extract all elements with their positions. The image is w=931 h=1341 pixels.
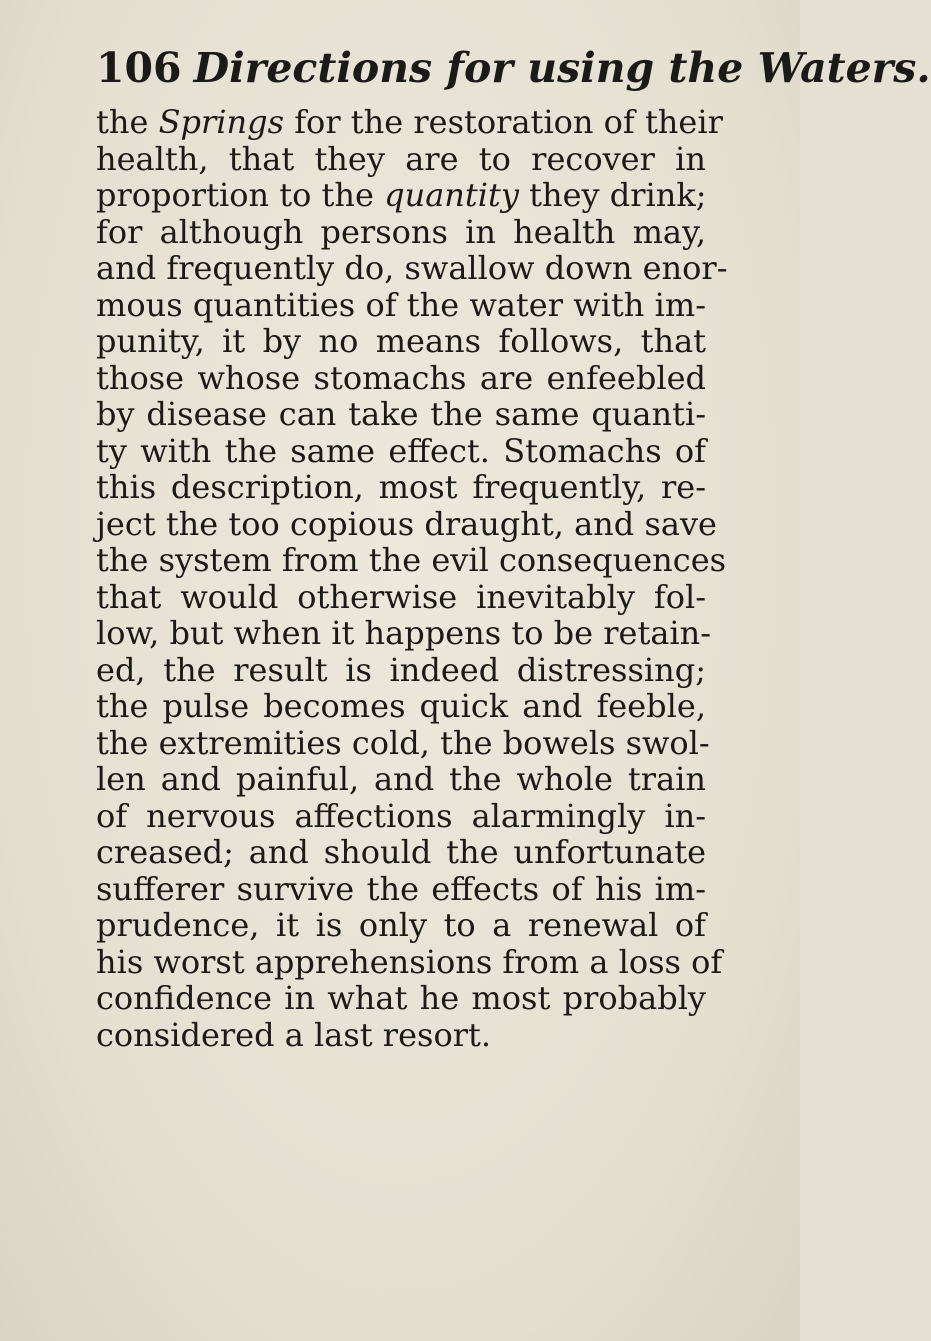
text-line [96,1017,706,1054]
text-run: proportion to the [96,176,385,214]
text-line [96,360,706,397]
text-run: ed, the result is indeed distressing; [96,650,706,689]
text-line [96,396,706,433]
text-line [96,579,706,616]
text-line [96,688,706,725]
text-line [96,614,712,652]
text-run: punity, it by no means follows, that [96,322,706,360]
page-number: 106 [96,44,182,92]
text-run: sufferer survive the effects of his im- [96,869,706,908]
text-run: for the restoration of their [284,103,723,141]
running-head-title: Directions for using the Waters. [193,44,931,92]
text-line [96,541,727,579]
text-line [96,249,728,287]
text-run: they drink; [518,176,707,214]
text-line [96,723,710,762]
text-run: len and painful, and the whole train [96,760,706,798]
text-line [96,504,717,543]
text-line [96,177,706,214]
text-line [96,433,706,470]
text-run: prudence, it is only to a renewal of [96,906,706,944]
text-run: those whose stomachs are enfeebled [96,358,706,397]
text-run: the extremities cold, the bowels swol- [96,723,710,762]
text-line [96,907,706,944]
text-run: mous quantities of the water with im- [96,285,706,324]
text-line [96,834,706,871]
text-line [96,871,706,908]
text-line [96,103,723,141]
text-run: ject the too copious draught, and save [96,504,717,543]
text-line [96,469,706,506]
text-line [96,141,706,178]
italic-phrase: quantity [384,176,519,214]
text-run: health, that they are to recover in [96,139,706,178]
text-line [96,652,706,689]
text-run: ty with the same effect. Stomachs of [96,431,706,470]
text-line [96,287,706,324]
text-run: considered a last resort. [96,1015,492,1054]
text-run: of nervous affections alarmingly in- [96,796,706,835]
italic-phrase: Springs [158,103,285,141]
text-run: the system from the evil consequences [96,541,727,579]
text-run: confidence in what he most probably [96,979,706,1017]
text-run: creased; and should the unfortunate [96,833,706,871]
text-run: for although persons in health may, [96,212,706,251]
text-run: and frequently do, swallow down enor- [96,249,728,287]
text-run: low, but when it happens to be retain- [96,614,712,652]
text-run: that would otherwise inevitably fol- [96,577,706,616]
text-run: the pulse becomes quick and feeble, [96,687,706,725]
text-run: this description, most frequently, re- [96,468,706,506]
text-run: his worst apprehensions from a loss of [96,942,723,981]
running-head [96,40,931,96]
text-line [96,323,706,360]
text-line [96,798,706,835]
body-text [96,103,728,1054]
text-run: the [96,103,159,141]
text-line [96,214,706,251]
text-line [96,942,723,981]
text-line [96,761,706,798]
text-line [96,980,706,1017]
text-run: by disease can take the same quanti- [96,395,706,433]
